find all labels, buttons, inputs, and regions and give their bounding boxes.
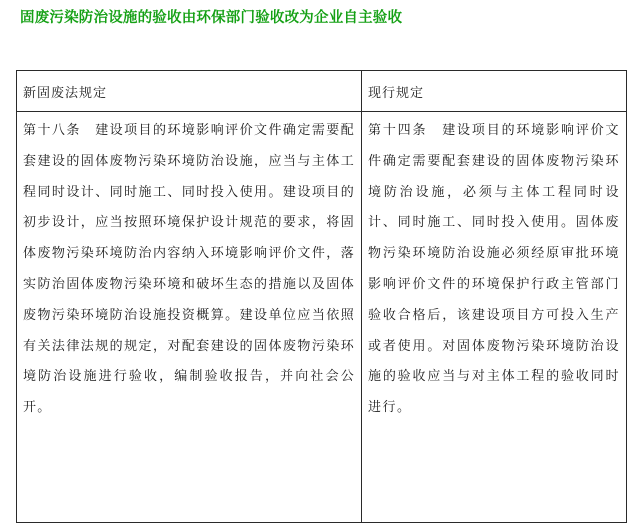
column-text-new-law: 第十八条 建设项目的环境影响评价文件确定需要配套建设的固体废物污染环境防治设施，应当与主体工程同时设计、同时施工、同时投入使用。建设项目的初步设计，应当按照环境保护设计规范的要求，将固体废物污染环境防治内容纳入环境影响评价文件，落实防治固体废物污染环境和破坏生态的措施以及固体废物污染环境防治设施投资概算。建设单位应当依照有关法律法规的规定，对配套建设的固体废物污染环境防治设施进行验收，编制验收报告，并向社会公开。: [23, 123, 355, 416]
page-heading: 固废污染防治设施的验收由环保部门验收改为企业自主验收: [20, 10, 403, 26]
column-header-new-law: 新固废法规定: [17, 71, 361, 112]
column-text-current-rule: 第十四条 建设项目的环境影响评价文件确定需要配套建设的固体废物污染环境防治设施，必须与主体工程同时设计、同时施工、同时投入使用。固体废物污染环境防治设施必须经原审批环境影响评价文件的环境保护行政主管部门验收合格后，该建设项目方可投入生产或者使用。对固体废物污染环境防治设施的验收应当与对主体工程的验收同时进行。: [368, 123, 620, 416]
column-header-current-rule: 现行规定: [362, 71, 626, 112]
column-current-rule: [362, 71, 626, 522]
column-new-law: [17, 71, 362, 522]
comparison-table: [16, 70, 627, 523]
